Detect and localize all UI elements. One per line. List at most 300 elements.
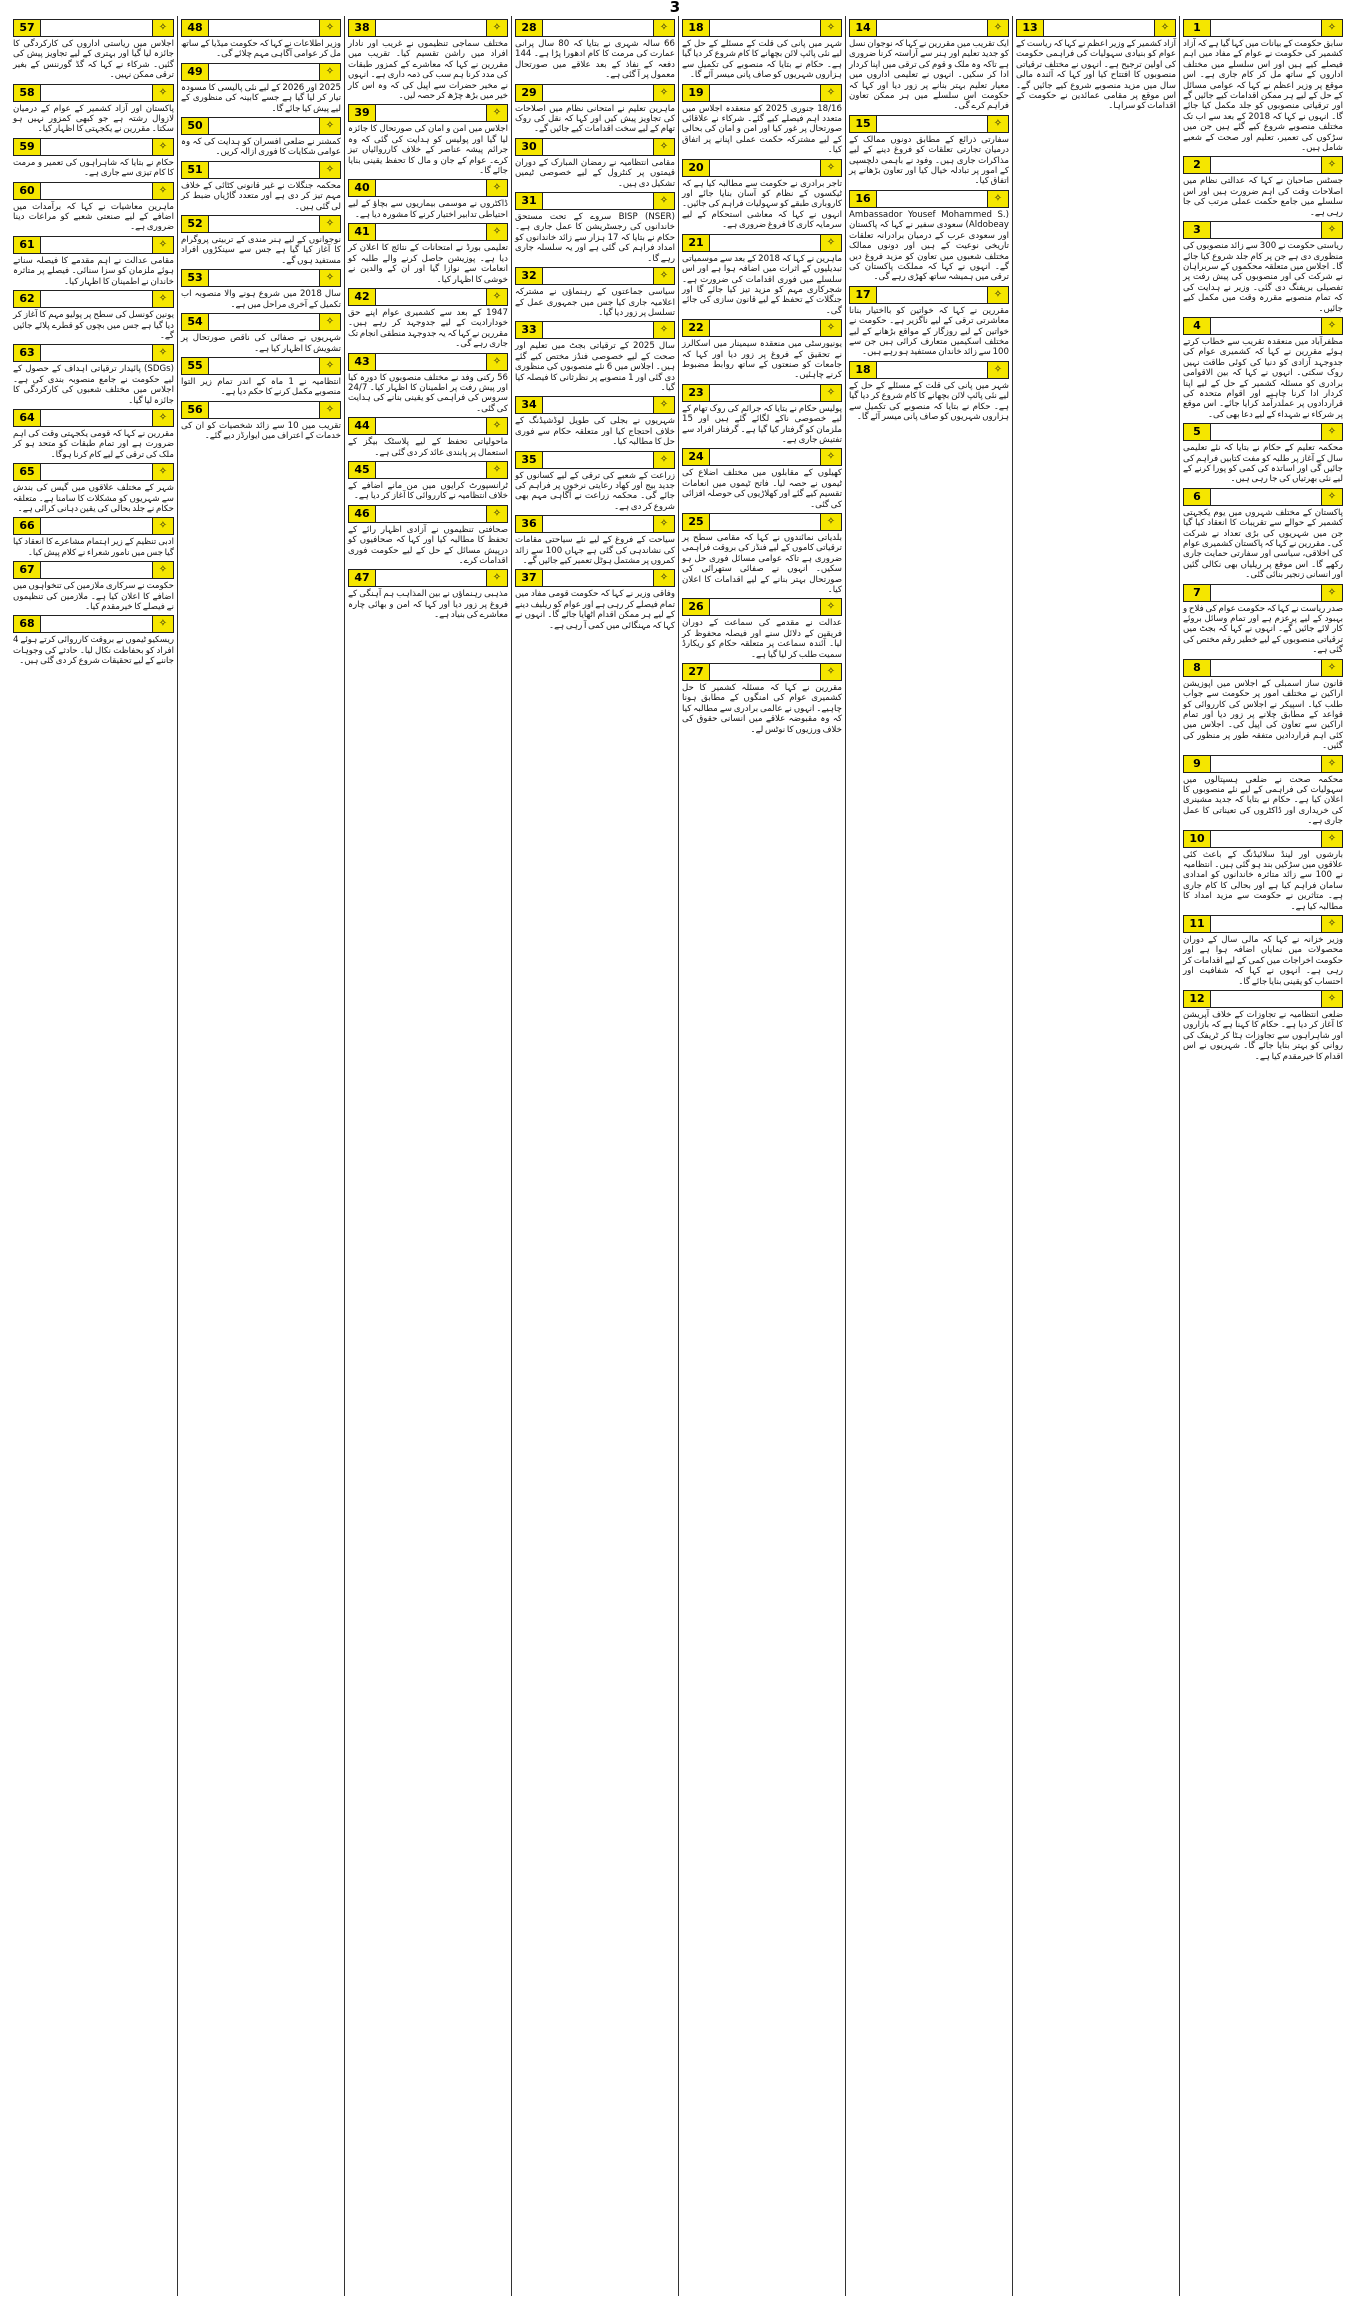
item-number-badge: 45 [349,462,376,478]
news-item [348,223,508,285]
item-mark-icon: ✧ [152,562,173,578]
item-number-badge: 47 [349,570,376,586]
item-number-badge: 56 [182,402,209,418]
item-text: وفاقی وزیر نے کہا کہ حکومت قومی مفاد میں تمام فیصلے کر رہی ہے اور عوام کو ریلیف دینے کے لیے ہر ممکن اقدام اٹھایا جائے گا۔ انہوں نے کہا کہ مہنگائی میں کمی آ رہی ہے۔ [515,589,675,631]
column-2 [1012,16,1179,2296]
item-header-bar [13,561,174,579]
item-mark-icon: ✧ [319,314,340,330]
news-item [515,267,675,318]
item-text: 2025 اور 2026 کے لیے نئی پالیسی کا مسودہ تیار کر لیا گیا ہے جسے کابینہ کی منظوری کے لیے پیش کیا جائے گا۔ [181,82,342,114]
item-text: تعلیمی بورڈ نے امتحانات کے نتائج کا اعلان کر دیا ہے۔ پوزیشن حاصل کرنے والے طلبہ کو انعامات سے نوازا گیا اور ان کے والدین نے خوشی کا اظہار کیا۔ [348,243,508,285]
item-mark-icon: ✧ [820,320,841,336]
item-number-badge: 26 [683,599,710,615]
item-mark-icon: ✧ [486,354,507,370]
item-header-bar [1016,19,1176,37]
item-mark-icon: ✧ [152,464,173,480]
news-item [682,663,842,735]
item-mark-icon: ✧ [653,452,674,468]
item-number-badge: 16 [850,191,877,207]
item-header-bar [515,267,675,285]
item-mark-icon: ✧ [1321,660,1342,676]
item-header-bar [181,313,341,331]
item-text: سیاحت کے فروغ کے لیے نئے سیاحتی مقامات کی نشاندہی کی گئی ہے جہاں 100 سے زائد کمروں پر مشتمل ہوٹل تعمیر کیے جائیں گے۔ [515,535,676,566]
item-mark-icon: ✧ [152,291,173,307]
item-text: مقررین نے کہا کہ قومی یکجہتی وقت کی اہم ضرورت ہے اور تمام طبقات کو متحد ہو کر ملک کی ترقی کے لیے کام کرنا ہوگا۔ [13,428,174,460]
item-number-badge: 38 [349,20,376,36]
news-item [181,215,341,266]
item-number-badge: 10 [1184,831,1211,847]
item-mark-icon: ✧ [1154,20,1175,36]
item-number-badge: 61 [14,237,41,253]
item-mark-icon: ✧ [319,402,340,418]
news-item [13,517,174,558]
item-header-bar [13,463,174,481]
item-mark-icon: ✧ [653,570,674,586]
item-header-bar [348,353,508,371]
item-text: مقامی انتظامیہ نے رمضان المبارک کے دوران قیمتوں پر کنٹرول کے لیے خصوصی ٹیمیں تشکیل دی ہیں۔ [515,157,675,189]
item-text: شہریوں نے بجلی کی طویل لوڈشیڈنگ کے خلاف احتجاج کیا اور متعلقہ حکام سے فوری حل کا مطالبہ کیا۔ [515,416,675,448]
item-text: ماحولیاتی تحفظ کے لیے پلاسٹک بیگز کے استعمال پر پابندی عائد کر دی گئی ہے۔ [348,437,508,458]
news-item [13,615,174,666]
item-text: سفارتی ذرائع کے مطابق دونوں ممالک کے درمیان تجارتی تعلقات کو فروغ دینے کے لیے مذاکرات جاری ہیں۔ وفود نے باہمی دلچسپی کے امور پر تبادلہ خیال کیا اور تعاون بڑھانے پر اتفاق کیا۔ [849,134,1009,187]
item-mark-icon: ✧ [1321,831,1342,847]
item-text: ادبی تنظیم کے زیر اہتمام مشاعرے کا انعقاد کیا گیا جس میں نامور شعراء نے کلام پیش کیا۔ [13,537,174,558]
item-header-bar [682,384,842,402]
item-number-badge: 50 [182,118,209,134]
item-header-bar [515,19,675,37]
item-number-badge: 6 [1184,489,1211,505]
item-header-bar [682,663,842,681]
item-mark-icon: ✧ [1321,756,1342,772]
item-mark-icon: ✧ [653,516,674,532]
item-header-bar [849,361,1009,379]
item-mark-icon: ✧ [653,139,674,155]
item-number-badge: 29 [516,85,543,101]
news-item [515,19,675,81]
item-text: نوجوانوں کے لیے ہنر مندی کے تربیتی پروگرام کا آغاز کیا گیا ہے جس سے سینکڑوں افراد مستفید ہوں گے۔ [181,235,341,266]
item-header-bar [515,396,675,414]
news-item [515,84,675,135]
item-number-badge: 25 [683,514,710,530]
item-mark-icon: ✧ [486,418,507,434]
item-text: ٹرانسپورٹ کرایوں میں من مانے اضافے کے خلاف انتظامیہ نے کارروائی کا آغاز کر دیا ہے۔ [348,480,508,502]
item-number-badge: 17 [850,287,877,303]
item-mark-icon: ✧ [152,345,173,361]
item-mark-icon: ✧ [486,570,507,586]
item-mark-icon: ✧ [653,397,674,413]
item-text: عدالت نے مقدمے کی سماعت کے دوران فریقین کے دلائل سنے اور فیصلہ محفوظ کر لیا۔ آئندہ سماعت پر متعلقہ حکام کو ریکارڈ سمیت طلب کر لیا گیا ہے۔ [682,618,842,660]
item-text: ضلعی انتظامیہ نے تجاوزات کے خلاف آپریشن کا آغاز کر دیا ہے۔ حکام کا کہنا ہے کہ بازاروں اور شاہراہوں سے تجاوزات ہٹا کر ٹریفک کی روانی کو بہتر بنایا جائے گا۔ شہریوں نے اس اقدام کا خیرمقدم کیا ہے۔ [1183,1010,1343,1062]
news-item [1183,19,1343,153]
news-item [1183,221,1343,314]
news-item [1183,488,1343,581]
item-number-badge: 21 [683,235,710,251]
item-mark-icon: ✧ [486,462,507,478]
news-item [348,505,508,567]
article-columns [4,16,1346,2296]
item-text: مقامی عدالت نے اہم مقدمے کا فیصلہ سناتے ہوئے ملزمان کو سزا سنائی۔ فیصلے پر متاثرہ خاندان نے اطمینان کا اظہار کیا۔ [13,255,174,287]
news-item [682,448,842,510]
item-text: (Ambassador Yousef Mohammed S. Aldobeay) سعودی سفیر نے کہا کہ پاکستان اور سعودی عرب کے درمیان برادرانہ تعلقات تاریخی نوعیت کے ہیں اور دونوں ممالک مختلف شعبوں میں تعاون کو مزید فروغ دیں گے۔ انہوں نے کہا کہ مملکت پاکستان کی ترقی میں ہمیشہ ساتھ کھڑی رہے گی۔ [849,209,1009,283]
item-mark-icon: ✧ [152,139,173,155]
column-7 [177,16,344,2296]
news-item [348,353,508,415]
item-mark-icon: ✧ [319,358,340,374]
news-item [181,401,341,442]
item-number-badge: 53 [182,270,209,286]
item-text: ماہرین نے کہا کہ 2018 کے بعد سے موسمیاتی تبدیلیوں کے اثرات میں اضافہ ہوا ہے اور اس سلسلے میں فوری اقدامات کی ضرورت ہے۔ شجرکاری مہم کو مزید تیز کیا جائے گا اور جنگلات کے تحفظ کے لیے قانون سازی کی جائے گی۔ [682,253,842,316]
item-header-bar [515,515,675,533]
item-text: قانون ساز اسمبلی کے اجلاس میں اپوزیشن اراکین نے مختلف امور پر حکومت سے جواب طلب کیا۔ اسپیکر نے اجلاس کی کارروائی کو قواعد کے مطابق چلانے پر زور دیا اور تمام اراکین سے تعاون کی اپیل کی۔ اجلاس میں کئی اہم قراردادیں متفقہ طور پر منظور کی گئیں۔ [1183,678,1343,752]
item-mark-icon: ✧ [820,599,841,615]
item-header-bar [682,513,842,531]
item-mark-icon: ✧ [987,191,1008,207]
item-mark-icon: ✧ [486,105,507,121]
item-mark-icon: ✧ [653,20,674,36]
news-item [13,84,174,135]
item-header-bar [1183,659,1343,677]
item-number-badge: 18 [850,362,877,378]
news-item [181,161,341,212]
item-number-badge: 31 [516,193,543,209]
item-text: شہر کے مختلف علاقوں میں گیس کی بندش سے شہریوں کو مشکلات کا سامنا ہے۔ متعلقہ حکام نے جلد بحالی کی یقین دہانی کرائی ہے۔ [13,483,174,514]
item-mark-icon: ✧ [486,20,507,36]
item-text: جسٹس صاحبان نے کہا کہ عدالتی نظام میں اصلاحات وقت کی اہم ضرورت ہیں اور اس سلسلے میں جامع حکمت عملی مرتب کی جا رہی ہے۔ [1183,176,1343,218]
item-number-badge: 30 [516,139,543,155]
item-header-bar [1183,830,1343,848]
item-header-bar [1183,156,1343,174]
item-mark-icon: ✧ [319,20,340,36]
item-number-badge: 20 [683,160,710,176]
item-header-bar [181,269,341,287]
news-item [515,138,675,189]
news-item [1183,423,1343,485]
item-header-bar [682,448,842,466]
item-header-bar [181,63,341,81]
item-number-badge: 37 [516,570,543,586]
item-mark-icon: ✧ [987,20,1008,36]
item-number-badge: 15 [850,116,877,132]
item-number-badge: 11 [1184,916,1211,932]
news-item [1183,156,1343,218]
news-item [515,192,675,264]
item-mark-icon: ✧ [152,410,173,426]
item-number-badge: 66 [14,518,41,534]
item-number-badge: 28 [516,20,543,36]
item-text: کمشنر نے ضلعی افسران کو ہدایت کی کہ وہ عوامی شکایات کا فوری ازالہ کریں۔ [181,137,341,158]
item-number-badge: 54 [182,314,209,330]
news-item [13,182,174,233]
item-text: آزاد کشمیر کے وزیر اعظم نے کہا کہ ریاست کے عوام کو بنیادی سہولیات کی فراہمی حکومت کی اولین ترجیح ہے۔ انہوں نے مختلف ترقیاتی منصوبوں کا افتتاح کیا اور کہا کہ آئندہ مالی سال میں مزید منصوبے شروع کیے جائیں گے۔ اس موقع پر مقامی عمائدین نے حکومت کے اقدامات کو سراہا۔ [1016,39,1176,112]
item-number-badge: 42 [349,289,376,305]
news-item [348,288,508,350]
item-header-bar [849,286,1009,304]
news-item [13,561,174,612]
item-mark-icon: ✧ [319,162,340,178]
item-mark-icon: ✧ [486,224,507,240]
item-mark-icon: ✧ [820,385,841,401]
item-header-bar [13,615,174,633]
item-number-badge: 55 [182,358,209,374]
news-item [682,384,842,446]
item-number-badge: 5 [1184,424,1211,440]
item-number-badge: 46 [349,506,376,522]
item-text: یونین کونسل کی سطح پر پولیو مہم کا آغاز کر دیا گیا ہے جس میں بچوں کو قطرے پلائے جائیں گے۔ [13,310,174,341]
item-number-badge: 2 [1184,157,1211,173]
item-mark-icon: ✧ [152,518,173,534]
news-item [181,313,341,354]
item-text: اجلاس میں ریاستی اداروں کی کارکردگی کا جائزہ لیا گیا اور بہتری کے لیے تجاویز پیش کی گئیں۔ شرکاء نے کہا کہ گڈ گورننس کے بغیر ترقی ممکن نہیں۔ [13,39,174,81]
item-mark-icon: ✧ [486,289,507,305]
item-text: سیاسی جماعتوں کے رہنماؤں نے مشترکہ اعلامیہ جاری کیا جس میں جمہوری عمل کے تسلسل پر زور دیا گیا۔ [515,287,675,318]
item-header-bar [682,19,842,37]
news-item [1016,19,1176,112]
item-mark-icon: ✧ [1321,424,1342,440]
item-number-badge: 18 [683,20,710,36]
item-mark-icon: ✧ [152,20,173,36]
news-item [849,19,1009,112]
item-number-badge: 57 [14,20,41,36]
item-number-badge: 43 [349,354,376,370]
item-text: محکمہ تعلیم کے حکام نے بتایا کہ نئے تعلیمی سال کے آغاز پر طلبہ کو مفت کتابیں فراہم کی جائیں گی اور اساتذہ کی کمی کو پورا کرنے کے لیے نئی بھرتیاں کی جا رہی ہیں۔ [1183,443,1343,485]
item-text: وزیر خزانہ نے کہا کہ مالی سال کے دوران محصولات میں نمایاں اضافہ ہوا ہے اور حکومت اخراجات میں کمی کے لیے اقدامات کر رہی ہے۔ انہوں نے کہا کہ شفافیت اور احتساب کو یقینی بنایا جائے گا۔ [1183,935,1343,987]
item-header-bar [515,321,675,339]
item-mark-icon: ✧ [1321,20,1342,36]
item-number-badge: 3 [1184,222,1211,238]
item-header-bar [13,84,174,102]
item-text: اجلاس میں امن و امان کی صورتحال کا جائزہ لیا گیا اور پولیس کو ہدایت کی گئی کہ وہ جرائم پیشہ عناصر کے خلاف کارروائیاں تیز کرے۔ عوام کے جان و مال کا تحفظ یقینی بنایا جائے گا۔ [348,124,508,177]
item-header-bar [1183,584,1343,602]
news-item [181,63,341,114]
item-number-badge: 32 [516,268,543,284]
item-mark-icon: ✧ [319,64,340,80]
news-item [682,234,842,316]
item-text: انتظامیہ نے 1 ماہ کے اندر تمام زیر التوا منصوبے مکمل کرنے کا حکم دیا ہے۔ [181,376,341,398]
item-text: وزیر اطلاعات نے کہا کہ حکومت میڈیا کے ساتھ مل کر عوامی آگاہی مہم چلائے گی۔ [181,39,341,60]
item-number-badge: 23 [683,385,710,401]
item-number-badge: 67 [14,562,41,578]
item-number-badge: 39 [349,105,376,121]
item-text: 66 سالہ شہری نے بتایا کہ 80 سال پرانی عمارت کی مرمت کا کام ادھورا پڑا ہے۔ 144 دفعہ کے نفاذ کے بعد علاقے میں صورتحال معمول پر آ گئی ہے۔ [515,39,675,81]
column-3 [845,16,1012,2296]
news-item [181,269,341,310]
item-text: ماہرین معاشیات نے کہا کہ برآمدات میں اضافے کے لیے صنعتی شعبے کو مراعات دینا ضروری ہے۔ [13,201,174,233]
news-item [13,236,174,287]
news-item [515,451,675,513]
item-text: بلدیاتی نمائندوں نے کہا کہ مقامی سطح پر ترقیاتی کاموں کے لیے فنڈز کی بروقت فراہمی ضروری ہے تاکہ عوامی مسائل فوری حل ہو سکیں۔ انہوں نے صفائی ستھرائی کی صورتحال بہتر بنانے کے لیے اقدامات کا اعلان کیا۔ [682,533,842,596]
item-mark-icon: ✧ [319,216,340,232]
item-header-bar [1183,488,1343,506]
item-number-badge: 4 [1184,318,1211,334]
item-header-bar [1183,915,1343,933]
item-mark-icon: ✧ [486,180,507,196]
news-item [348,417,508,458]
item-mark-icon: ✧ [1321,222,1342,238]
item-number-badge: 27 [683,664,710,680]
item-mark-icon: ✧ [1321,318,1342,334]
news-item [682,19,842,81]
item-mark-icon: ✧ [653,268,674,284]
item-text: ایک تقریب میں مقررین نے کہا کہ نوجوان نسل کو جدید تعلیم اور ہنر سے آراستہ کرنا ضروری ہے تاکہ وہ ملک و قوم کی ترقی میں اپنا کردار ادا کر سکیں۔ انہوں نے تعلیمی اداروں میں معیار تعلیم بہتر بنانے پر زور دیا اور کہا کہ حکومت اس سلسلے میں ہر ممکن تعاون فراہم کرے گی۔ [849,39,1009,112]
item-number-badge: 49 [182,64,209,80]
item-number-badge: 13 [1017,20,1044,36]
item-header-bar [515,569,675,587]
news-item [849,286,1009,358]
item-text: مقررین نے کہا کہ خواتین کو بااختیار بنانا معاشرتی ترقی کے لیے ناگزیر ہے۔ حکومت نے خواتین کے لیے روزگار کے مواقع بڑھانے کے لیے مختلف اسکیمیں متعارف کرائی ہیں جن سے 100 سے زائد خاندان مستفید ہو رہے ہیں۔ [849,305,1009,358]
item-number-badge: 65 [14,464,41,480]
news-item [13,19,174,81]
item-text: 18/16 جنوری 2025 کو منعقدہ اجلاس میں متعدد اہم فیصلے کیے گئے۔ شرکاء نے علاقائی صورتحال پر غور کیا اور امن و امان کی بحالی کے لیے مشترکہ حکمت عملی اپنانے پر اتفاق کیا۔ [682,103,842,156]
item-mark-icon: ✧ [1321,489,1342,505]
item-number-badge: 12 [1184,991,1211,1007]
news-item [348,104,508,176]
news-item [181,19,341,60]
item-number-badge: 19 [683,85,710,101]
item-mark-icon: ✧ [987,287,1008,303]
item-text: ماہرین تعلیم نے امتحانی نظام میں اصلاحات کی تجاویز پیش کیں اور کہا کہ نقل کی روک تھام کے لیے سخت اقدامات کیے جائیں گے۔ [515,103,675,135]
item-mark-icon: ✧ [1321,916,1342,932]
item-number-badge: 22 [683,320,710,336]
item-text: پولیس حکام نے بتایا کہ جرائم کی روک تھام کے لیے خصوصی ناکے لگائے گئے ہیں اور 15 ملزمان کو گرفتار کیا گیا ہے۔ گرفتار افراد سے تفتیش جاری ہے۔ [682,403,842,445]
item-header-bar [348,461,508,479]
item-number-badge: 52 [182,216,209,232]
news-item [13,344,174,406]
item-text: شہر میں پانی کی قلت کے مسئلے کے حل کے لیے نئی پائپ لائن بچھانے کا کام شروع کر دیا گیا ہے۔ حکام نے بتایا کہ منصوبے کی تکمیل سے ہزاروں شہریوں کو صاف پانی میسر آئے گا۔ [682,39,842,81]
item-header-bar [181,117,341,135]
item-mark-icon: ✧ [820,160,841,176]
item-number-badge: 44 [349,418,376,434]
news-item [13,290,174,341]
item-text: صحافتی تنظیموں نے آزادی اظہار رائے کے تحفظ کا مطالبہ کیا اور کہا کہ صحافیوں کو درپیش مسائل کے حل کے لیے حکومت فوری اقدامات کرے۔ [348,524,508,566]
item-header-bar [348,417,508,435]
item-number-badge: 7 [1184,585,1211,601]
item-header-bar [348,223,508,241]
item-header-bar [348,19,508,37]
item-header-bar [348,288,508,306]
news-item [515,515,675,566]
item-number-badge: 36 [516,516,543,532]
item-mark-icon: ✧ [820,235,841,251]
news-item [682,319,842,381]
item-header-bar [1183,19,1343,37]
item-number-badge: 51 [182,162,209,178]
item-header-bar [348,569,508,587]
item-mark-icon: ✧ [653,193,674,209]
item-text: مذہبی رہنماؤں نے بین المذاہب ہم آہنگی کے فروغ پر زور دیا اور کہا کہ امن و بھائی چارہ معاشرے کی بنیاد ہے۔ [348,589,508,621]
item-text: مختلف سماجی تنظیموں نے غریب اور نادار افراد میں راشن تقسیم کیا۔ تقریب میں مقررین نے کہا کہ معاشرے کے کمزور طبقات کی مدد کرنا ہم سب کی ذمہ داری ہے۔ انہوں نے مخیر حضرات سے اپیل کی کہ وہ اس کار خیر میں بڑھ چڑھ کر حصہ لیں۔ [348,39,508,102]
item-header-bar [682,234,842,252]
news-item [13,409,174,460]
item-number-badge: 8 [1184,660,1211,676]
news-item [849,115,1009,187]
item-text: ریسکیو ٹیموں نے بروقت کارروائی کرتے ہوئے 4 افراد کو بحفاظت نکال لیا۔ حادثے کی وجوہات جاننے کے لیے تحقیقات شروع کر دی گئی ہیں۔ [13,635,174,667]
news-item [1183,830,1343,912]
item-header-bar [849,115,1009,133]
news-item [515,569,675,631]
item-number-badge: 60 [14,183,41,199]
item-number-badge: 9 [1184,756,1211,772]
item-text: مظفرآباد میں منعقدہ تقریب سے خطاب کرتے ہوئے مقررین نے کہا کہ کشمیری عوام کی جدوجہد آزادی کو دنیا کی کوئی طاقت نہیں روک سکتی۔ انہوں نے کہا کہ بین الاقوامی برادری کو مسئلہ کشمیر کے حل کے لیے اپنا کردار ادا کرنا چاہیے اور اقوام متحدہ کی قراردادوں پر عملدرآمد کرایا جائے۔ اس موقع پر شرکاء نے شہداء کے لیے دعا بھی کی۔ [1183,336,1343,420]
item-text: محکمہ صحت نے ضلعی ہسپتالوں میں سہولیات کی فراہمی کے لیے نئے منصوبوں کا اعلان کیا ہے۔ حکام نے بتایا کہ جدید مشینری کی خریداری اور ڈاکٹروں کی تعیناتی کا عمل جاری ہے۔ [1183,774,1343,827]
item-header-bar [13,138,174,156]
item-header-bar [13,182,174,200]
item-text: یونیورسٹی میں منعقدہ سیمینار میں اسکالرز نے تحقیق کے فروغ پر زور دیا اور کہا کہ جامعات کو صنعتوں کے ساتھ روابط مضبوط کرنے چاہئیں۔ [682,339,842,381]
item-header-bar [181,215,341,233]
item-header-bar [13,290,174,308]
item-mark-icon: ✧ [319,270,340,286]
column-8 [10,16,177,2296]
news-item [348,19,508,101]
news-item [13,138,174,179]
item-header-bar [849,19,1009,37]
item-text: BISP (NSER) سروے کے تحت مستحق خاندانوں کی رجسٹریشن کا عمل جاری ہے۔ حکام نے بتایا کہ 17 ہزار سے زائد خاندانوں کو امداد فراہم کی گئی ہے اور یہ سلسلہ جاری رہے گا۔ [515,212,676,264]
column-1 [1179,16,1346,2296]
news-item [682,513,842,595]
item-text: پاکستان اور آزاد کشمیر کے عوام کے درمیان لازوال رشتہ ہے جو کبھی کمزور نہیں ہو سکتا۔ مقررین نے یکجہتی کا اظہار کیا۔ [13,103,174,135]
item-header-bar [13,344,174,362]
item-header-bar [849,190,1009,208]
item-mark-icon: ✧ [1321,157,1342,173]
column-6 [344,16,511,2296]
item-text: تقریب میں 10 سے زائد شخصیات کو ان کی خدمات کے اعتراف میں ایوارڈز دیے گئے۔ [181,420,341,442]
news-item [181,357,341,398]
item-number-badge: 33 [516,322,543,338]
item-header-bar [1183,990,1343,1008]
item-header-bar [13,517,174,535]
item-header-bar [515,451,675,469]
item-number-badge: 24 [683,449,710,465]
news-item [1183,659,1343,752]
item-number-badge: 41 [349,224,376,240]
news-item [348,179,508,220]
item-text: (SDGs) پائیدار ترقیاتی اہداف کے حصول کے لیے حکومت نے جامع منصوبہ بندی کی ہے۔ اجلاس میں مختلف شعبوں کی کارکردگی کا جائزہ لیا گیا۔ [13,364,174,406]
item-text: شہر میں پانی کی قلت کے مسئلے کے حل کے لیے نئی پائپ لائن بچھانے کا کام شروع کر دیا گیا ہے۔ حکام نے بتایا کہ منصوبے کی تکمیل سے ہزاروں شہریوں کو صاف پانی میسر آئے گا۔ [849,380,1009,422]
item-number-badge: 63 [14,345,41,361]
item-number-badge: 48 [182,20,209,36]
item-mark-icon: ✧ [987,362,1008,378]
item-header-bar [348,104,508,122]
item-header-bar [13,236,174,254]
news-item [1183,915,1343,987]
item-number-badge: 59 [14,139,41,155]
item-text: سابق حکومت کے بیانات میں کہا گیا ہے کہ آزاد کشمیر کی حکومت نے عوام کے مفاد میں اہم فیصلے کیے ہیں اور اس سلسلے میں مختلف اداروں کے ساتھ مل کر کام جاری ہے۔ اس موقع پر وزیر اعظم نے کہا کہ عوامی مسائل کے حل کے لیے ہر ممکن اقدامات کیے جائیں گے اور ترقیاتی منصوبوں کو جلد مکمل کیا جائے گا۔ انہوں نے کہا کہ 2018 کے بعد سے اب تک مختلف منصوبے شروع کیے گئے ہیں جن میں سڑکوں کی تعمیر، تعلیم اور صحت کے شعبے شامل ہیں۔ [1183,39,1343,154]
news-item [849,190,1009,283]
news-item [682,598,842,660]
news-item [682,84,842,156]
item-number-badge: 14 [850,20,877,36]
item-number-badge: 64 [14,410,41,426]
news-item [1183,990,1343,1062]
item-text: سال 2025 کے ترقیاتی بجٹ میں تعلیم اور صحت کے لیے خصوصی فنڈز مختص کیے گئے ہیں۔ اجلاس میں 6 نئے منصوبوں کی منظوری دی گئی اور 1 منصوبے پر نظرثانی کا فیصلہ کیا گیا۔ [515,341,675,393]
column-5 [511,16,678,2296]
item-mark-icon: ✧ [152,616,173,632]
item-text: سال 2018 میں شروع ہونے والا منصوبہ اب تکمیل کے آخری مراحل میں ہے۔ [181,289,341,310]
item-text: کھیلوں کے مقابلوں میں مختلف اضلاع کی ٹیموں نے حصہ لیا۔ فاتح ٹیموں میں انعامات تقسیم کیے گئے اور کھلاڑیوں کی حوصلہ افزائی کی گئی۔ [682,468,842,510]
item-header-bar [682,319,842,337]
item-text: حکام نے بتایا کہ شاہراہوں کی تعمیر و مرمت کا کام تیزی سے جاری ہے۔ [13,157,174,179]
news-item [515,321,675,393]
news-item [1183,317,1343,420]
item-mark-icon: ✧ [152,183,173,199]
news-item [181,117,341,158]
item-number-badge: 34 [516,397,543,413]
item-mark-icon: ✧ [987,116,1008,132]
item-number-badge: 68 [14,616,41,632]
item-header-bar [1183,317,1343,335]
item-header-bar [181,401,341,419]
item-text: مقررین نے کہا کہ مسئلہ کشمیر کا حل کشمیری عوام کی امنگوں کے مطابق ہونا چاہیے۔ انہوں نے عالمی برادری سے مطالبہ کیا کہ وہ مقبوضہ علاقے میں انسانی حقوق کی خلاف ورزیوں کا نوٹس لے۔ [682,683,842,735]
item-text: حکومت نے سرکاری ملازمین کی تنخواہوں میں اضافے کا اعلان کیا ہے۔ ملازمین کی تنظیموں نے فیصلے کا خیرمقدم کیا۔ [13,581,174,612]
